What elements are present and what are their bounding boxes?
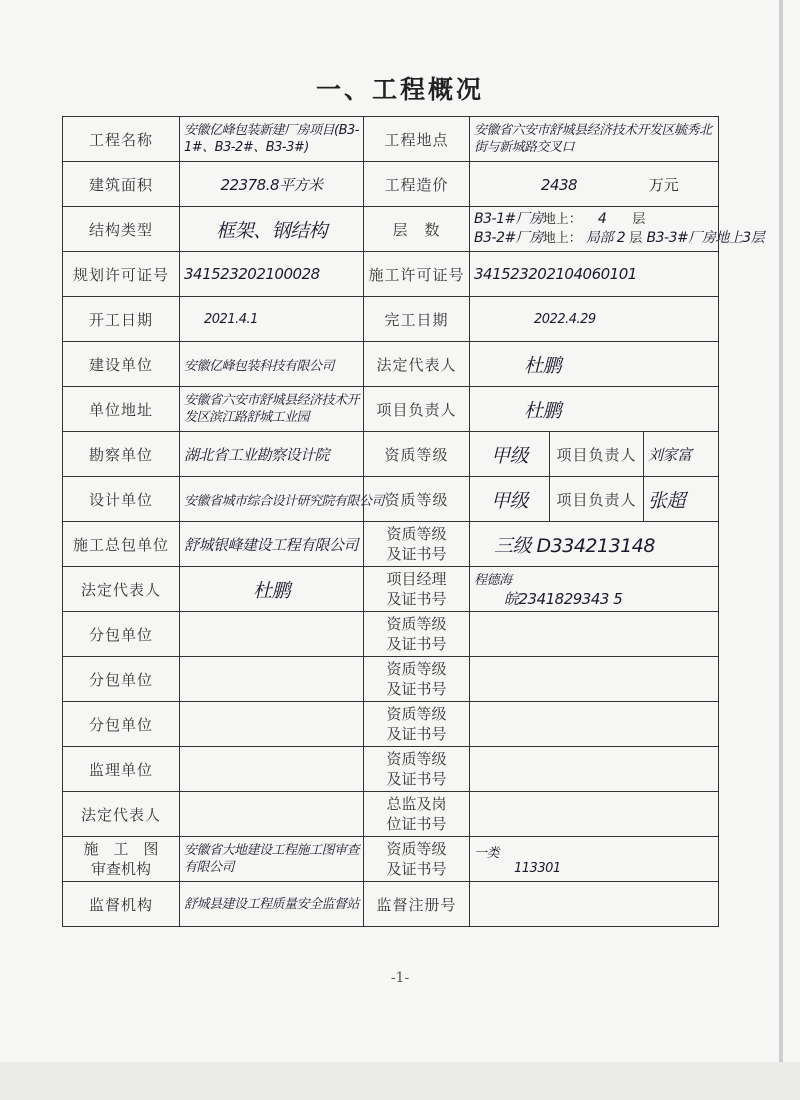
completion-date-label: 完工日期 [364,297,470,342]
supervision-unit-label: 监理单位 [63,747,180,792]
table-row [63,747,719,792]
developer-label: 建设单位 [63,342,180,387]
project-manager-label: 项目经理 及证书号 [364,567,470,612]
table-row [63,882,719,927]
sub-qualification-2-label: 资质等级 及证书号 [364,657,470,702]
table-row [63,612,719,657]
design-unit-label: 设计单位 [63,477,180,522]
sub-qualification-3-label: 资质等级 及证书号 [364,702,470,747]
building-area-value: 22378.8平方米 [180,162,364,207]
legal-rep-2-label: 法定代表人 [63,567,180,612]
table-row [63,117,719,162]
planning-permit-label: 规划许可证号 [63,252,180,297]
legal-rep-3-label: 法定代表人 [63,792,180,837]
survey-qualification-value: 甲级 [470,432,550,477]
general-contractor-value: 舒城银峰建设工程有限公司 [180,522,364,567]
survey-leader-value: 刘家富 [644,432,719,477]
page-number: -1- [390,970,410,986]
building-area-label: 建筑面积 [63,162,180,207]
design-leader-label: 项目负责人 [550,477,644,522]
supervision-registration-value [470,882,719,927]
table-row [63,702,719,747]
floors-line-1: B3-1#厂房地上： 4 层 [474,211,646,227]
table-row [63,252,719,297]
table-row [63,477,719,522]
project-location-label: 工程地点 [364,117,470,162]
floors-label: 层 数 [364,207,470,252]
legal-rep-3-value [180,792,364,837]
page-title: 一、工程概况 [315,75,484,104]
project-location-value: 安徽省六安市舒城县经济技术开发区毓秀北街与新城路交叉口 [470,117,719,162]
sub-qualification-3-value [470,702,719,747]
floors-value [470,207,765,252]
project-leader-1-value: 杜鹏 [470,387,719,432]
survey-qualification-label: 资质等级 [364,432,470,477]
supervision-unit-value [180,747,364,792]
structure-type-value: 框架、钢结构 [180,207,364,252]
sub-qualification-1-value [470,612,719,657]
developer-value: 安徽亿峰包装科技有限公司 [180,342,364,387]
floors-line-2: B3-2#厂房地上： 局部 2 层 B3-3#厂房地上3层 [474,230,765,246]
page-edge [779,0,783,1100]
table-row [63,432,719,477]
design-unit-value: 安徽省城市综合设计研究院有限公司 [180,477,364,522]
project-overview-table [62,116,765,927]
subcontractor-1-label: 分包单位 [63,612,180,657]
review-qualification-value: 一类 113301 [470,837,719,882]
sub-qualification-2-value [470,657,719,702]
legal-rep-1-value: 杜鹏 [470,342,719,387]
survey-leader-label: 项目负责人 [550,432,644,477]
project-name-label: 工程名称 [63,117,180,162]
construction-permit-value: 341523202104060101 [470,252,719,297]
table-row [63,342,719,387]
design-qualification-label: 资质等级 [364,477,470,522]
review-agency-value: 安徽省大地建设工程施工图审查有限公司 [180,837,364,882]
page-bottom-shadow [0,1062,800,1100]
table-row [63,657,719,702]
project-cost-value: 2438 万元 [470,162,719,207]
table-row [63,522,719,567]
unit-address-value: 安徽省六安市舒城县经济技术开发区滨江路舒城工业园 [180,387,364,432]
project-manager-value: 程德海 皖2341829343 5 [470,567,719,612]
design-leader-value: 张超 [644,477,719,522]
table-row [63,162,719,207]
table-row [63,792,719,837]
unit-address-label: 单位地址 [63,387,180,432]
sub-qualification-1-label: 资质等级 及证书号 [364,612,470,657]
supervision-agency-value: 舒城县建设工程质量安全监督站 [180,882,364,927]
review-agency-label: 施 工 图 审查机构 [63,837,180,882]
project-cost-unit: 万元 [648,175,679,194]
contractor-qualification-label: 资质等级 及证书号 [364,522,470,567]
start-date-label: 开工日期 [63,297,180,342]
table-row [63,207,719,252]
subcontractor-3-value [180,702,364,747]
survey-unit-value: 湖北省工业勘察设计院 [180,432,364,477]
table-row [63,837,719,882]
project-leader-1-label: 项目负责人 [364,387,470,432]
table-row [63,387,719,432]
review-qualification-label: 资质等级 及证书号 [364,837,470,882]
planning-permit-value: 341523202100028 [180,252,364,297]
chief-supervisor-value [470,792,719,837]
start-date-value: 2021.4.1 [180,297,364,342]
structure-type-label: 结构类型 [63,207,180,252]
project-cost-label: 工程造价 [364,162,470,207]
subcontractor-3-label: 分包单位 [63,702,180,747]
general-contractor-label: 施工总包单位 [63,522,180,567]
supervision-qualification-label: 资质等级 及证书号 [364,747,470,792]
supervision-qualification-value [470,747,719,792]
legal-rep-1-label: 法定代表人 [364,342,470,387]
table-row [63,567,719,612]
subcontractor-2-value [180,657,364,702]
completion-date-value: 2022.4.29 [470,297,719,342]
subcontractor-2-label: 分包单位 [63,657,180,702]
chief-supervisor-label: 总监及岗 位证书号 [364,792,470,837]
subcontractor-1-value [180,612,364,657]
legal-rep-2-value: 杜鹏 [180,567,364,612]
table-row [63,297,719,342]
supervision-registration-label: 监督注册号 [364,882,470,927]
construction-permit-label: 施工许可证号 [364,252,470,297]
design-qualification-value: 甲级 [470,477,550,522]
survey-unit-label: 勘察单位 [63,432,180,477]
project-name-value: 安徽亿峰包装新建厂房项目(B3-1#、B3-2#、B3-3#) [180,117,364,162]
contractor-qualification-value: 三级 D334213148 [470,522,719,567]
supervision-agency-label: 监督机构 [63,882,180,927]
